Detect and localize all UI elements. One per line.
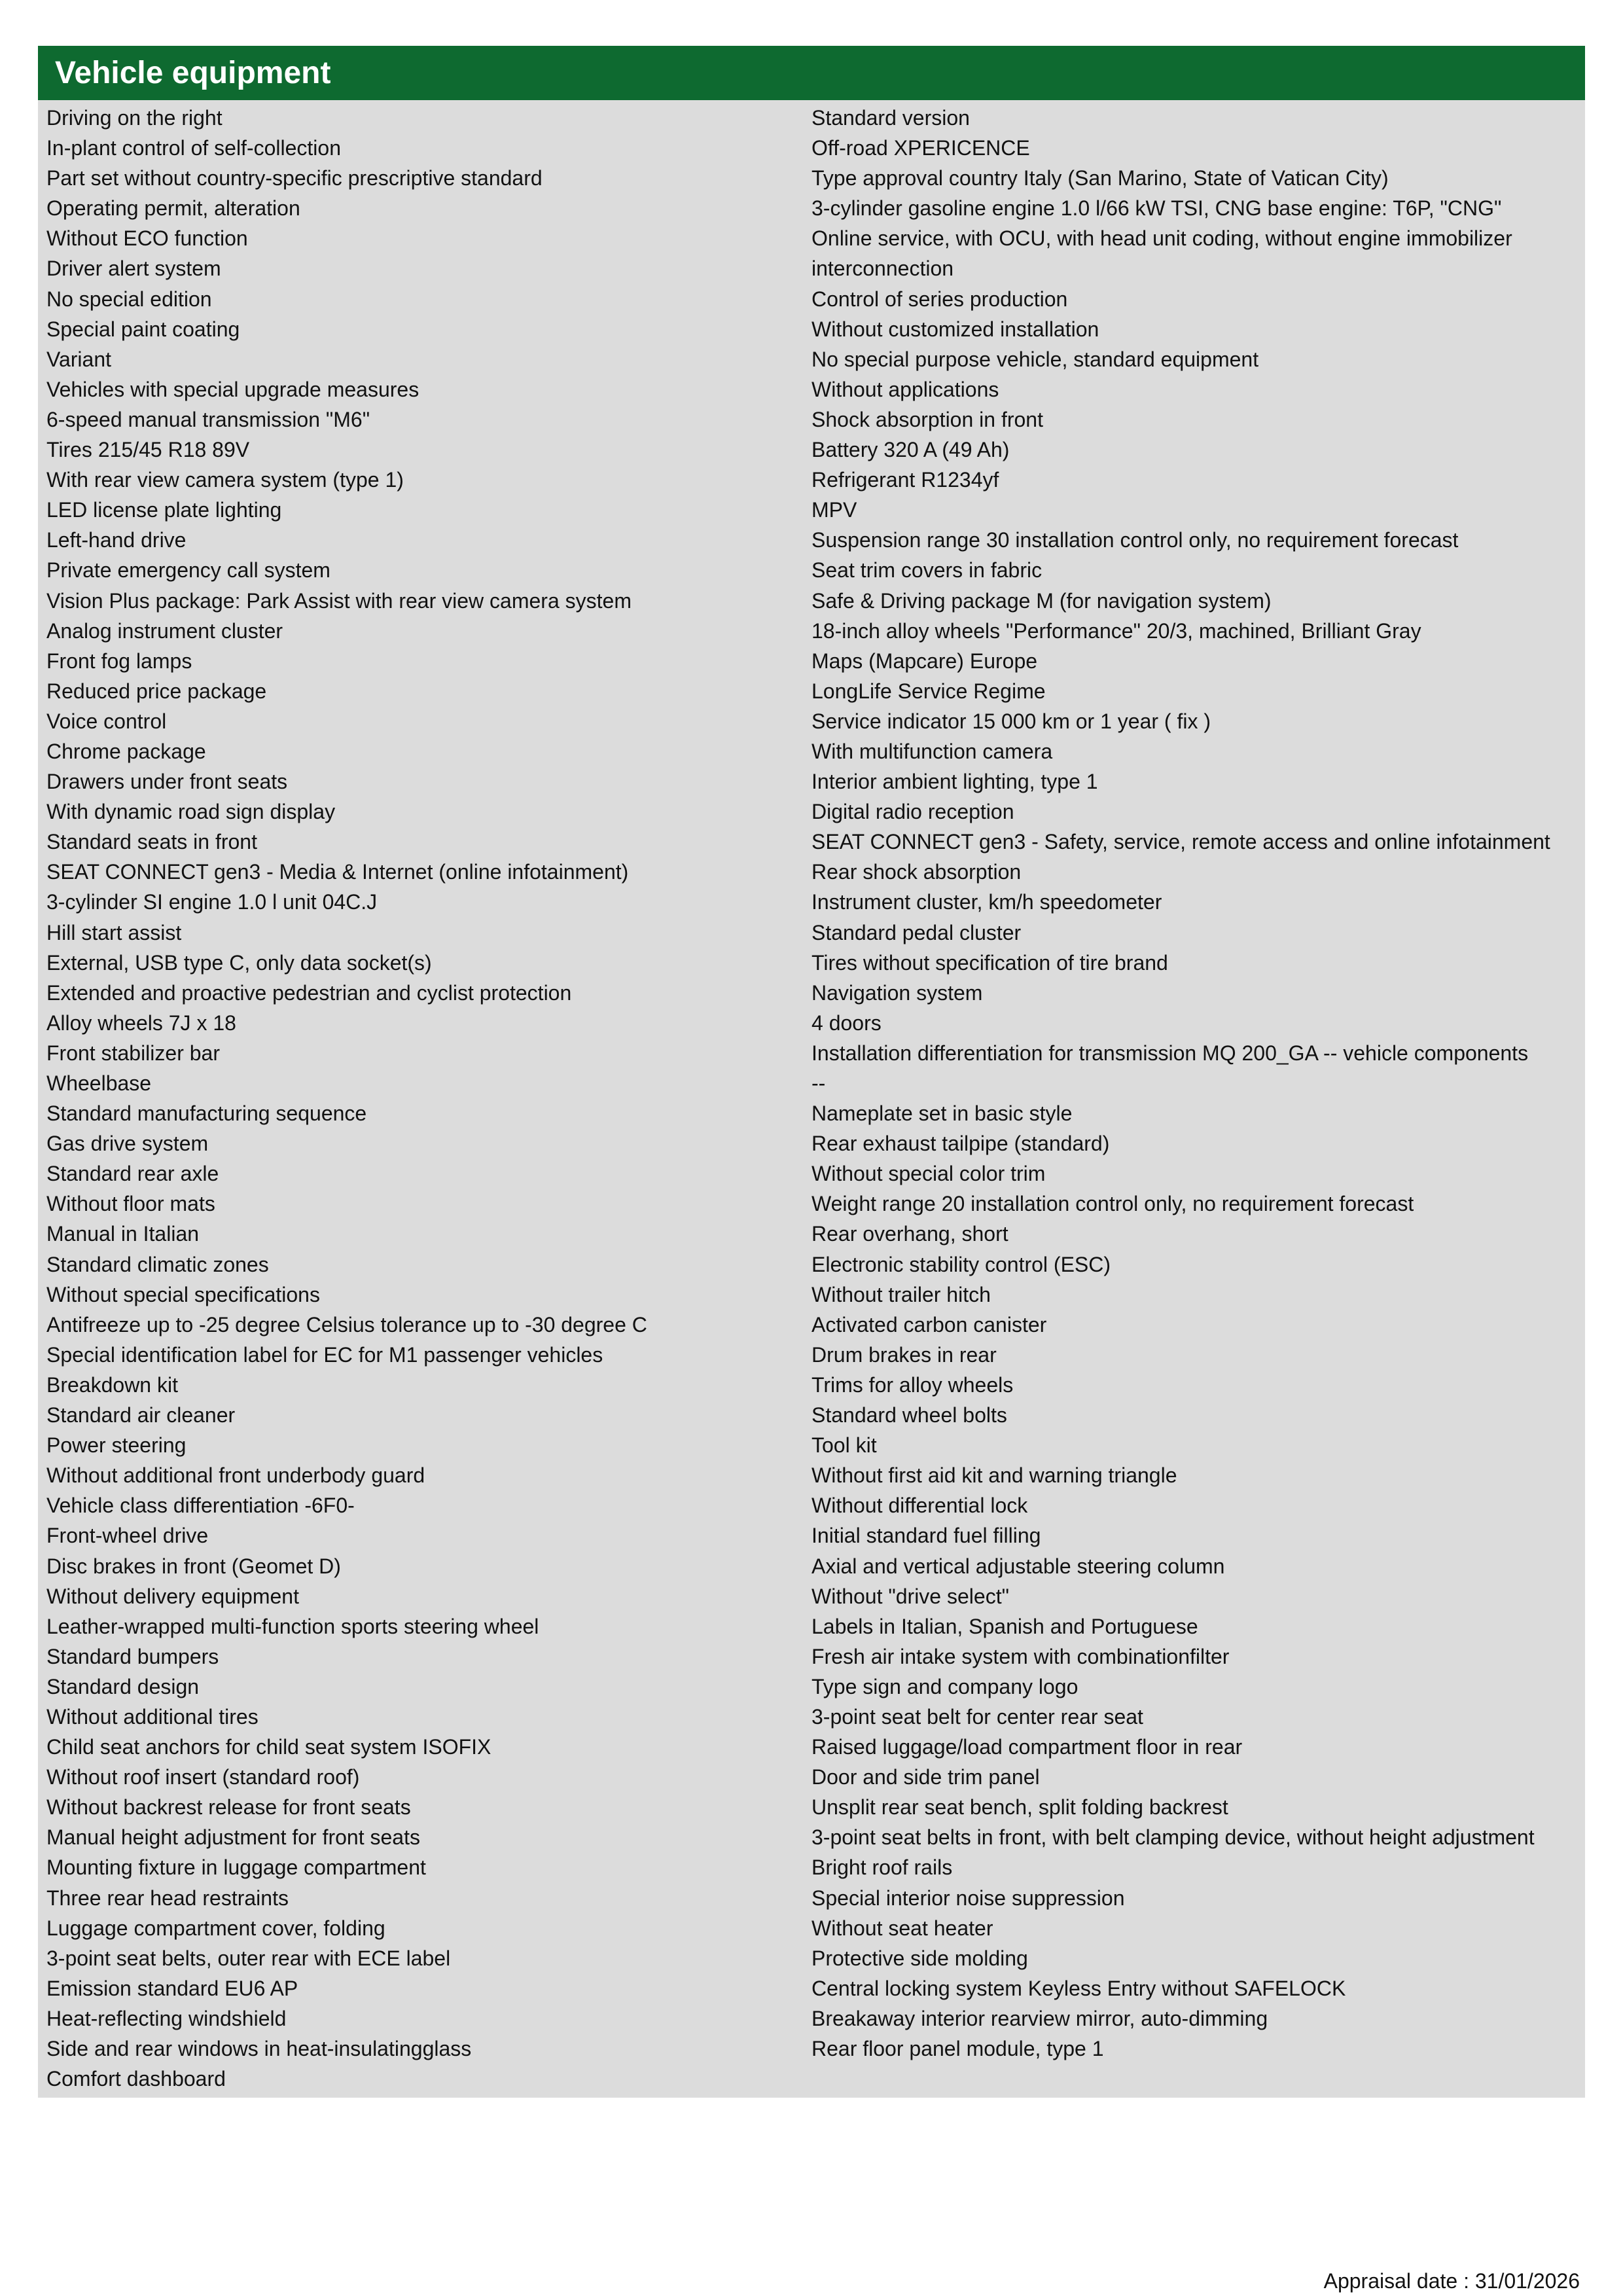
equipment-item: No special edition [46, 287, 212, 311]
equipment-item: Raised luggage/load compartment floor in rear [812, 1735, 1243, 1759]
equipment-item: Without backrest release for front seats [46, 1795, 411, 1820]
equipment-item: Without floor mats [46, 1192, 215, 1216]
equipment-item: Luggage compartment cover, folding [46, 1916, 385, 1940]
equipment-item: 6-speed manual transmission "M6" [46, 407, 370, 431]
equipment-item: LongLife Service Regime [812, 679, 1046, 703]
equipment-item: External, USB type C, only data socket(s) [46, 950, 432, 975]
equipment-item: Standard design [46, 1674, 200, 1698]
equipment-item: Extended and proactive pedestrian and cyclist protection [46, 980, 572, 1005]
equipment-item: Side and rear windows in heat-insulatingglass [46, 2037, 472, 2060]
equipment-item: Tool kit [812, 1433, 877, 1458]
equipment-item: Heat-reflecting windshield [46, 2006, 287, 2030]
equipment-item: Disc brakes in front (Geomet D) [46, 1554, 341, 1578]
equipment-item: With multifunction camera [812, 739, 1053, 763]
equipment-item: Trims for alloy wheels [812, 1372, 1014, 1397]
equipment-item: Standard wheel bolts [812, 1403, 1007, 1427]
equipment-item: Digital radio reception [812, 800, 1014, 824]
equipment-item: Standard seats in front [46, 830, 257, 854]
equipment-item: Rear shock absorption [812, 860, 1022, 884]
equipment-item: SEAT CONNECT gen3 - Safety, service, remote access and online infotainment [812, 830, 1550, 854]
equipment-item: Off-road XPERICENCE [812, 136, 1030, 160]
equipment-item: 3-cylinder SI engine 1.0 l unit 04C.J [46, 890, 378, 914]
equipment-item: Type approval country Italy (San Marino, State of Vatican City) [812, 166, 1389, 190]
equipment-item: Vehicles with special upgrade measures [46, 377, 419, 401]
equipment-item: Interior ambient lighting, type 1 [812, 770, 1098, 794]
equipment-item: 4 doors [812, 1011, 882, 1035]
equipment-item: Without additional tires [46, 1704, 259, 1729]
equipment-item: Weight range 20 installation control only, no requirement forecast [812, 1192, 1414, 1216]
equipment-item: Tires without specification of tire brand [812, 950, 1168, 975]
equipment-item: Without special specifications [46, 1282, 320, 1306]
equipment-item: Control of series production [812, 287, 1068, 311]
equipment-item: Mounting fixture in luggage compartment [46, 1856, 426, 1880]
equipment-column-left [38, 103, 812, 2094]
equipment-item: Door and side trim panel [812, 1765, 1040, 1789]
equipment-item: Labels in Italian, Spanish and Portuguese [812, 1614, 1198, 1638]
equipment-item: Alloy wheels 7J x 18 [46, 1011, 236, 1035]
equipment-item: Without seat heater [812, 1916, 993, 1940]
equipment-item: 3-cylinder gasoline engine 1.0 l/66 kW TSI, CNG base engine: T6P, "CNG" [812, 196, 1502, 221]
equipment-item: Hill start assist [46, 920, 182, 944]
equipment-item: No special purpose vehicle, standard equipment [812, 347, 1259, 371]
equipment-item: Front-wheel drive [46, 1524, 209, 1548]
equipment-item: Nameplate set in basic style [812, 1102, 1073, 1126]
equipment-item: Operating permit, alteration [46, 196, 300, 221]
section-title: Vehicle equipment [38, 46, 1585, 100]
equipment-item: Analog instrument cluster [46, 619, 283, 643]
equipment-list [38, 100, 1585, 2098]
equipment-item: Vision Plus package: Park Assist with rear view camera system [46, 588, 632, 613]
equipment-item: Special paint coating [46, 317, 240, 341]
equipment-item: Private emergency call system [46, 558, 330, 583]
equipment-item: Unsplit rear seat bench, split folding backrest [812, 1795, 1228, 1820]
equipment-item: Special identification label for EC for M1 passenger vehicles [46, 1342, 603, 1367]
equipment-item: Instrument cluster, km/h speedometer [812, 890, 1162, 914]
equipment-item: Standard version [812, 106, 970, 130]
equipment-item: Special interior noise suppression [812, 1886, 1125, 1910]
equipment-item: Without "drive select" [812, 1584, 1009, 1608]
equipment-item: Drawers under front seats [46, 770, 288, 794]
equipment-item: Online service, with OCU, with head unit coding, without engine immobilizer interconnection [812, 226, 1512, 281]
equipment-item: Without applications [812, 377, 999, 401]
equipment-item: Chrome package [46, 739, 206, 763]
equipment-item: Three rear head restraints [46, 1886, 289, 1910]
equipment-item: Without additional front underbody guard [46, 1463, 425, 1488]
equipment-item: Axial and vertical adjustable steering column [812, 1554, 1225, 1578]
equipment-item: Driving on the right [46, 106, 223, 130]
equipment-item: Without delivery equipment [46, 1584, 299, 1608]
equipment-item: Installation differentiation for transmission MQ 200_GA -- vehicle components [812, 1041, 1529, 1065]
equipment-item: 3-point seat belts, outer rear with ECE label [46, 1946, 451, 1970]
equipment-item: 3-point seat belt for center rear seat [812, 1704, 1143, 1729]
equipment-item: Without differential lock [812, 1494, 1028, 1518]
equipment-item: MPV [812, 498, 857, 522]
equipment-item: Refrigerant R1234yf [812, 468, 999, 492]
equipment-item: Leather-wrapped multi-function sports steering wheel [46, 1614, 539, 1638]
equipment-item: Activated carbon canister [812, 1312, 1047, 1336]
equipment-item: Suspension range 30 installation control only, no requirement forecast [812, 528, 1459, 552]
equipment-item: SEAT CONNECT gen3 - Media & Internet (online infotainment) [46, 860, 629, 884]
equipment-item: Standard bumpers [46, 1644, 219, 1668]
equipment-item: Bright roof rails [812, 1856, 953, 1880]
equipment-item: Vehicle class differentiation -6F0- [46, 1494, 355, 1518]
equipment-item: Front fog lamps [46, 649, 192, 673]
equipment-item: Gas drive system [46, 1132, 209, 1156]
equipment-item: Without ECO function [46, 226, 248, 251]
equipment-item: Type sign and company logo [812, 1674, 1079, 1698]
equipment-item: 18-inch alloy wheels "Performance" 20/3, machined, Brilliant Gray [812, 619, 1421, 643]
equipment-item: Driver alert system [46, 257, 221, 281]
equipment-item: Without special color trim [812, 1162, 1046, 1186]
equipment-item: Central locking system Keyless Entry without SAFELOCK [812, 1976, 1346, 2000]
equipment-item: Fresh air intake system with combinationfilter [812, 1644, 1230, 1668]
equipment-item: Breakaway interior rearview mirror, auto-dimming [812, 2006, 1268, 2030]
equipment-item: Without customized installation [812, 317, 1099, 341]
equipment-item: Standard air cleaner [46, 1403, 236, 1427]
equipment-item: Shock absorption in front [812, 407, 1043, 431]
equipment-item: Without first aid kit and warning triangle [812, 1463, 1177, 1488]
equipment-item: Wheelbase [46, 1071, 152, 1095]
equipment-item: Protective side molding [812, 1946, 1028, 1970]
equipment-item: Emission standard EU6 AP [46, 1976, 298, 2000]
equipment-item: Comfort dashboard [46, 2067, 226, 2091]
equipment-item: Manual height adjustment for front seats [46, 1825, 420, 1850]
equipment-item: -- [812, 1071, 826, 1095]
equipment-item: Child seat anchors for child seat system ISOFIX [46, 1735, 491, 1759]
equipment-item: Manual in Italian [46, 1222, 200, 1246]
equipment-item: Without roof insert (standard roof) [46, 1765, 360, 1789]
equipment-item: Voice control [46, 709, 167, 733]
equipment-item: Part set without country-specific prescriptive standard [46, 166, 543, 190]
equipment-item: LED license plate lighting [46, 498, 282, 522]
equipment-item: 3-point seat belts in front, with belt clamping device, without height adjustment [812, 1825, 1535, 1850]
equipment-item: Reduced price package [46, 679, 267, 703]
equipment-item: Standard manufacturing sequence [46, 1102, 367, 1126]
equipment-item: Seat trim covers in fabric [812, 558, 1043, 583]
equipment-item: Battery 320 A (49 Ah) [812, 438, 1010, 462]
equipment-item: Initial standard fuel filling [812, 1524, 1041, 1548]
equipment-item: Electronic stability control (ESC) [812, 1252, 1111, 1276]
equipment-item: In-plant control of self-collection [46, 136, 341, 160]
equipment-item: Navigation system [812, 980, 983, 1005]
equipment-item: Without trailer hitch [812, 1282, 991, 1306]
equipment-item: Tires 215/45 R18 89V [46, 438, 250, 462]
equipment-item: Power steering [46, 1433, 187, 1458]
equipment-item: Rear overhang, short [812, 1222, 1008, 1246]
equipment-item: Antifreeze up to -25 degree Celsius tolerance up to -30 degree C [46, 1312, 647, 1336]
equipment-item: With rear view camera system (type 1) [46, 468, 404, 492]
appraisal-date: Appraisal date : 31/01/2026 [1323, 2269, 1580, 2293]
equipment-item: Standard rear axle [46, 1162, 219, 1186]
equipment-item: Safe & Driving package M (for navigation system) [812, 588, 1272, 613]
equipment-item: Breakdown kit [46, 1372, 178, 1397]
equipment-item: Drum brakes in rear [812, 1342, 997, 1367]
equipment-column-right [812, 103, 1585, 2094]
equipment-item: Front stabilizer bar [46, 1041, 220, 1065]
equipment-item: With dynamic road sign display [46, 800, 336, 824]
equipment-item: Rear exhaust tailpipe (standard) [812, 1132, 1110, 1156]
equipment-item: Rear floor panel module, type 1 [812, 2037, 1104, 2060]
equipment-item: Variant [46, 347, 112, 371]
equipment-item: Service indicator 15 000 km or 1 year ( fix ) [812, 709, 1211, 733]
equipment-item: Maps (Mapcare) Europe [812, 649, 1038, 673]
equipment-item: Standard climatic zones [46, 1252, 269, 1276]
vehicle-equipment-section [38, 46, 1585, 2098]
equipment-item: Standard pedal cluster [812, 920, 1022, 944]
equipment-item: Left-hand drive [46, 528, 187, 552]
